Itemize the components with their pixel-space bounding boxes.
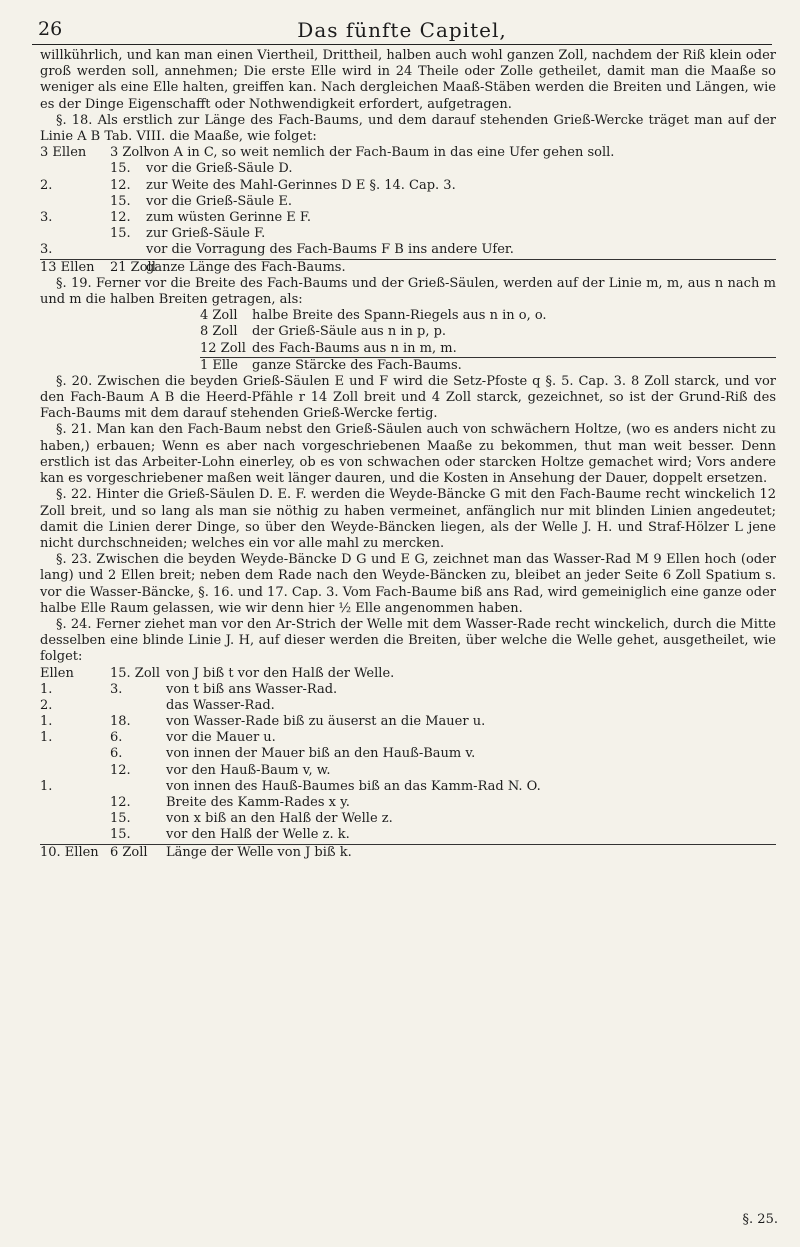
body-text	[40, 48, 776, 861]
list-item: 15. von x biß an den Halß der Welle z.	[110, 811, 393, 827]
measure-list-welle	[40, 666, 776, 861]
list-item: 2. 12. zur Weite des Mahl-Gerinnes D E §. 14. Cap. 3.	[40, 177, 456, 193]
list-item: 3. vor die Vorragung des Fach-Baums F B ins andere Ufer.	[40, 242, 514, 258]
running-header	[32, 12, 772, 45]
list-item: Ellen 15. Zoll von J biß t vor den Halß der Welle.	[40, 665, 395, 681]
paragraph: §. 19. Ferner vor die Breite des Fach-Baums und der Grieß-Säulen, werden auf der Linie m, m, aus n nach m und m die halben Breiten getragen, als:	[40, 275, 776, 307]
list-item: 1. von innen des Hauß-Baumes biß an das Kamm-Rad N. O.	[40, 778, 541, 794]
list-item: 12. Breite des Kamm-Rades x y.	[110, 795, 350, 811]
list-item: 15. vor den Halß der Welle z. k.	[110, 827, 350, 843]
list-item: 3 Ellen 3 Zoll von A in C, so weit nemlich der Fach-Baum in das eine Ufer gehen soll.	[40, 145, 615, 161]
list-item: 1. 6. vor die Mauer u.	[40, 730, 276, 746]
list-item: 12. vor den Hauß-Baum v, w.	[110, 762, 331, 778]
list-total: 13 Ellen 21 Zoll ganze Länge des Fach-Baums.	[40, 259, 776, 276]
measure-list-fach-baum	[40, 145, 776, 276]
running-title: Das fünfte Capitel,	[297, 18, 507, 42]
paragraph: §. 23. Zwischen die beyden Weyde-Bäncke D G und E G, zeichnet man das Wasser-Rad M 9 Ellen hoch (oder lang) und 2 Ellen breit; neben dem Rade nach den Weyde-Bäncken zu, bleibet an jeder Seite 6 Zoll Spatium s. vor die Wasser-Bäncke, §. 16. und 17. Cap. 3. Vom Fach-Baume biß ans Rad, wird gemeiniglich eine ganze oder halbe Elle Raum gelassen, wie wir denn hier ½ Elle angenommen haben.	[40, 552, 776, 616]
list-item: 15. vor die Grieß-Säule E.	[110, 193, 292, 209]
paragraph: willkührlich, und kan man einen Viertheil, Drittheil, halben auch wohl ganzen Zoll, nachdem der Riß klein oder groß werden soll, annehmen; Die erste Elle wird in 24 Theile oder Zolle getheilet, damit man die Maaße so weniger als eine Elle halten, greiffen kan. Nach dergleichen Maaß-Stäben werden die Breiten und Längen, wie es der Dinge Eigenschafft oder Nothwendigkeit erfordert, aufgetragen.	[40, 48, 776, 112]
measure-list-breite	[40, 308, 776, 374]
list-item: 1. 3. von t biß ans Wasser-Rad.	[40, 681, 338, 697]
list-item: 6. von innen der Mauer biß an den Hauß-Baum v.	[110, 746, 476, 762]
list-item: 15. zur Grieß-Säule F.	[110, 226, 266, 242]
list-total: 1 Elle ganze Stärcke des Fach-Baums.	[200, 357, 776, 374]
paragraph: §. 21. Man kan den Fach-Baum nebst den Grieß-Säulen auch von schwächern Holtze, (wo es anders nicht zu haben,) erbauen; Wenn es aber nach vorgeschriebenen Maaße zu bekommen, thut man weit besser. Denn erstlich ist das Arbeiter-Lohn einerley, ob es von schwachen oder starcken Holtze gemachet wird; Vors andere kan es vorgeschriebener maßen weit länger dauren, und die Kosten in Ansehung der Dauer, doppelt ersetzen.	[40, 422, 776, 487]
page-number: 26	[38, 18, 63, 40]
list-item: 3. 12. zum wüsten Gerinne E F.	[40, 209, 312, 225]
paragraph: §. 22. Hinter die Grieß-Säulen D. E. F. werden die Weyde-Bäncke G mit den Fach-Baume recht winckelich 12 Zoll breit, und so lang als man sie nöthig zu haben vermeinet, anfänglich nur mit blinden Linien angedeutet; damit die Linien derer Dinge, so über den Weyde-Bäncken liegen, als der Welle J. H. und Straf-Hölzer L jene nicht durchschneiden; welches ein vor alle mahl zu mercken.	[40, 487, 776, 551]
list-item: 8 Zoll der Grieß-Säule aus n in p, p.	[200, 324, 447, 340]
list-item: 4 Zoll halbe Breite des Spann-Riegels aus n in o, o.	[200, 308, 547, 324]
paragraph: §. 24. Ferner ziehet man vor den Ar-Strich der Welle mit dem Wasser-Rade recht winckelich, durch die Mitte desselben eine blinde Linie J. H, auf dieser werden die Breiten, über welche die Welle gehet, ausgetheilet, wie folget:	[40, 616, 776, 665]
paragraph: §. 18. Als erstlich zur Länge des Fach-Baums, und dem darauf stehenden Grieß-Wercke träget man auf der Linie A B Tab. VIII. die Maaße, wie folget:	[40, 112, 776, 145]
catchword: §. 25.	[742, 1212, 778, 1227]
list-total: 10. Ellen 6 Zoll Länge der Welle von J biß k.	[40, 844, 776, 861]
paragraph: §. 20. Zwischen die beyden Grieß-Säulen E und F wird die Setz-Pfoste q §. 5. Cap. 3. 8 Zoll starck, und vor den Fach-Baum A B die Heerd-Pfähle r 14 Zoll breit und 4 Zoll starck, gezeichnet, so ist der Grund-Riß des Fach-Baums mit dem darauf stehenden Grieß-Wercke fertig.	[40, 373, 776, 422]
list-item: 2. das Wasser-Rad.	[40, 697, 275, 713]
list-item: 1. 18. von Wasser-Rade biß zu äuserst an die Mauer u.	[40, 714, 486, 730]
list-item: 12 Zoll des Fach-Baums aus n in m, m.	[200, 340, 457, 356]
list-item: 15. vor die Grieß-Säule D.	[110, 161, 293, 177]
